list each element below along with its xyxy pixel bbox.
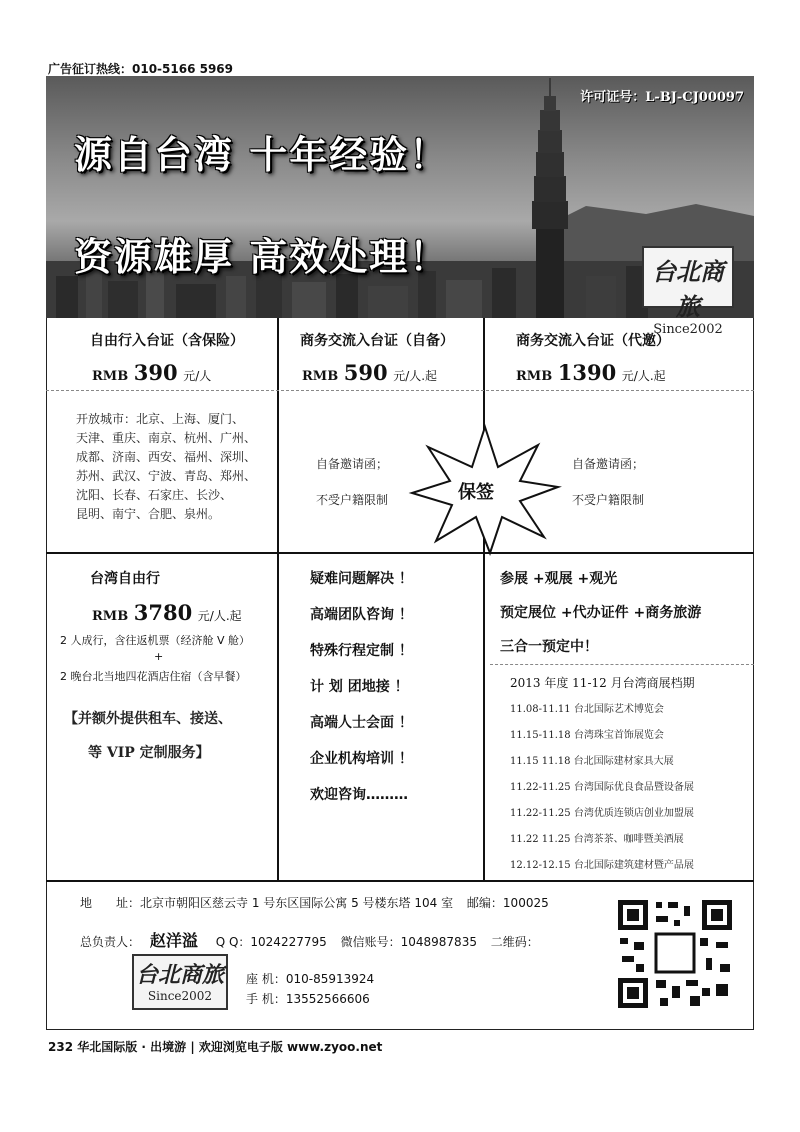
ad-hotline: 广告征订热线：010-5166 5969 (48, 62, 234, 76)
logo-text: 台北商旅 (652, 257, 724, 321)
logo-since: Since2002 (147, 989, 213, 1003)
head-label: 总负责人： (80, 935, 141, 949)
tour-flight: 2 人成行，含往返机票（经济舱 V 舱） (60, 634, 251, 647)
price-value: 390 (133, 360, 178, 385)
price-unit: 元/人.起 (393, 369, 438, 383)
phone-label: 座 机： (246, 972, 286, 986)
note-line: 不受户籍限制 (316, 493, 389, 507)
qq-value: 1024227795 (250, 935, 327, 949)
license-number: 许可证号：L-BJ-CJ00097 (580, 90, 744, 105)
logo-since: Since2002 (653, 322, 723, 337)
tour-price (92, 600, 242, 625)
guarantee-label: 保签 (458, 482, 494, 503)
city-line: 开放城市：北京、上海、厦门、 (76, 412, 245, 426)
visa-price-business-self (302, 360, 437, 385)
dashed-divider (46, 390, 754, 391)
page-footer: 232 华北国际版 · 出境游 | 欢迎浏览电子版 www.zyoo.net (48, 1040, 383, 1054)
service-item: 高端人士会面 ！ (310, 715, 413, 731)
head-name: 赵洋溢 (149, 931, 198, 950)
logo-text: 台北商旅 (135, 962, 224, 988)
service-item: 疑难问题解决 ！ (310, 571, 413, 587)
visa-price-tourism (92, 360, 211, 385)
tour-hotel: 2 晚台北当地四花酒店住宿（含早餐） (60, 670, 247, 683)
visa-price-business-agency (516, 360, 666, 385)
divider (277, 554, 279, 880)
phone-row (246, 970, 374, 987)
expo-item: 11.22 11.25 台湾茶茶、咖啡暨美酒展 (510, 834, 684, 845)
visa-title-tourism: 自由行入台证（含保险） (90, 333, 244, 349)
qr-label: 二维码： (490, 935, 539, 949)
expo-schedule-title: 2013 年度 11-12 月台湾商展档期 (510, 676, 695, 690)
wechat-value: 1048987835 (400, 935, 477, 949)
open-cities-list (76, 410, 256, 524)
currency-label: RMB (92, 609, 129, 624)
currency-label: RMB (92, 369, 129, 384)
zip-label: 邮编： (466, 896, 503, 910)
expo-item: 11.22-11.25 台湾优质连锁店创业加盟展 (510, 808, 694, 819)
self-invite-notes (316, 446, 388, 518)
expo-item: 11.15 11.18 台北国际建材家具大展 (510, 756, 674, 767)
headline-experience: 源自台湾 十年经验！ (74, 133, 450, 177)
address-value: 北京市朝阳区慈云寺 1 号东区国际公寓 5 号楼东塔 104 室 (140, 896, 454, 910)
agency-invite-notes (572, 446, 644, 518)
visa-title-business-self: 商务交流入台证（自备） (300, 333, 454, 349)
tour-title: 台湾自由行 (90, 571, 160, 587)
city-line: 沈阳、长春、石家庄、长沙、 (76, 488, 233, 502)
tour-plus: + (154, 650, 164, 663)
price-value: 1390 (557, 360, 617, 385)
currency-label: RMB (516, 369, 553, 384)
city-line: 昆明、南宁、合肥、泉州。 (76, 507, 221, 521)
divider (46, 880, 754, 882)
city-line: 天津、重庆、南京、杭州、广州、 (76, 431, 257, 445)
phone-value: 010-85913924 (285, 972, 375, 986)
price-value: 3780 (133, 600, 193, 625)
footer-brand-logo (132, 954, 228, 1010)
visa-title-business-agency: 商务交流入台证（代邀） (516, 333, 670, 349)
headline-resources: 资源雄厚 高效处理！ (74, 235, 450, 279)
service-item: 特殊行程定制 ！ (310, 643, 413, 659)
expo-item: 11.08-11.11 台北国际艺术博览会 (510, 704, 664, 715)
tour-extra-2: 等 VIP 定制服务】 (88, 745, 210, 761)
brand-logo (642, 246, 734, 337)
address-label: 地 址： (80, 896, 141, 910)
dashed-divider (490, 664, 754, 665)
qq-label: Q Q： (215, 935, 251, 949)
expo-item: 11.22-11.25 台湾国际优良食品暨设备展 (510, 782, 694, 793)
price-unit: 元/人 (183, 369, 212, 383)
zip-value: 100025 (502, 896, 549, 910)
city-line: 成都、济南、西安、福州、深圳、 (76, 450, 257, 464)
contact-row (80, 928, 539, 951)
city-line: 苏州、武汉、宁波、青岛、郑州、 (76, 469, 257, 483)
wechat-label: 微信账号： (340, 935, 401, 949)
price-unit: 元/人.起 (621, 369, 666, 383)
price-unit: 元/人.起 (197, 609, 242, 623)
address-row (80, 894, 549, 911)
hero-banner (46, 76, 754, 337)
expo-item: 12.12-12.15 台北国际建筑建材暨产品展 (510, 860, 694, 871)
note-line: 自备邀请函； (572, 457, 645, 471)
price-value: 590 (343, 360, 388, 385)
mobile-label: 手 机： (246, 992, 286, 1006)
divider (483, 554, 485, 880)
expo-offer-3: 三合一预定中！ (500, 639, 598, 655)
service-item: 企业机构培训 ！ (310, 751, 413, 767)
currency-label: RMB (302, 369, 339, 384)
note-line: 自备邀请函； (316, 457, 389, 471)
expo-offer-2: 预定展位 +代办证件 +商务旅游 (500, 605, 702, 621)
expo-item: 11.15-11.18 台湾珠宝首饰展览会 (510, 730, 664, 741)
note-line: 不受户籍限制 (572, 493, 645, 507)
divider (46, 552, 754, 554)
mobile-value: 13552566606 (285, 992, 370, 1006)
divider (277, 318, 279, 554)
service-item: 欢迎咨询……… (310, 787, 408, 803)
expo-offer-1: 参展 +观展 +观光 (500, 571, 618, 587)
mobile-row (246, 990, 370, 1007)
qr-code-icon[interactable] (616, 898, 734, 1010)
service-item: 计 划 团地接 ！ (310, 679, 409, 695)
tour-extra-1: 【并额外提供租车、接送、 (64, 711, 232, 727)
service-item: 高端团队咨询 ！ (310, 607, 413, 623)
